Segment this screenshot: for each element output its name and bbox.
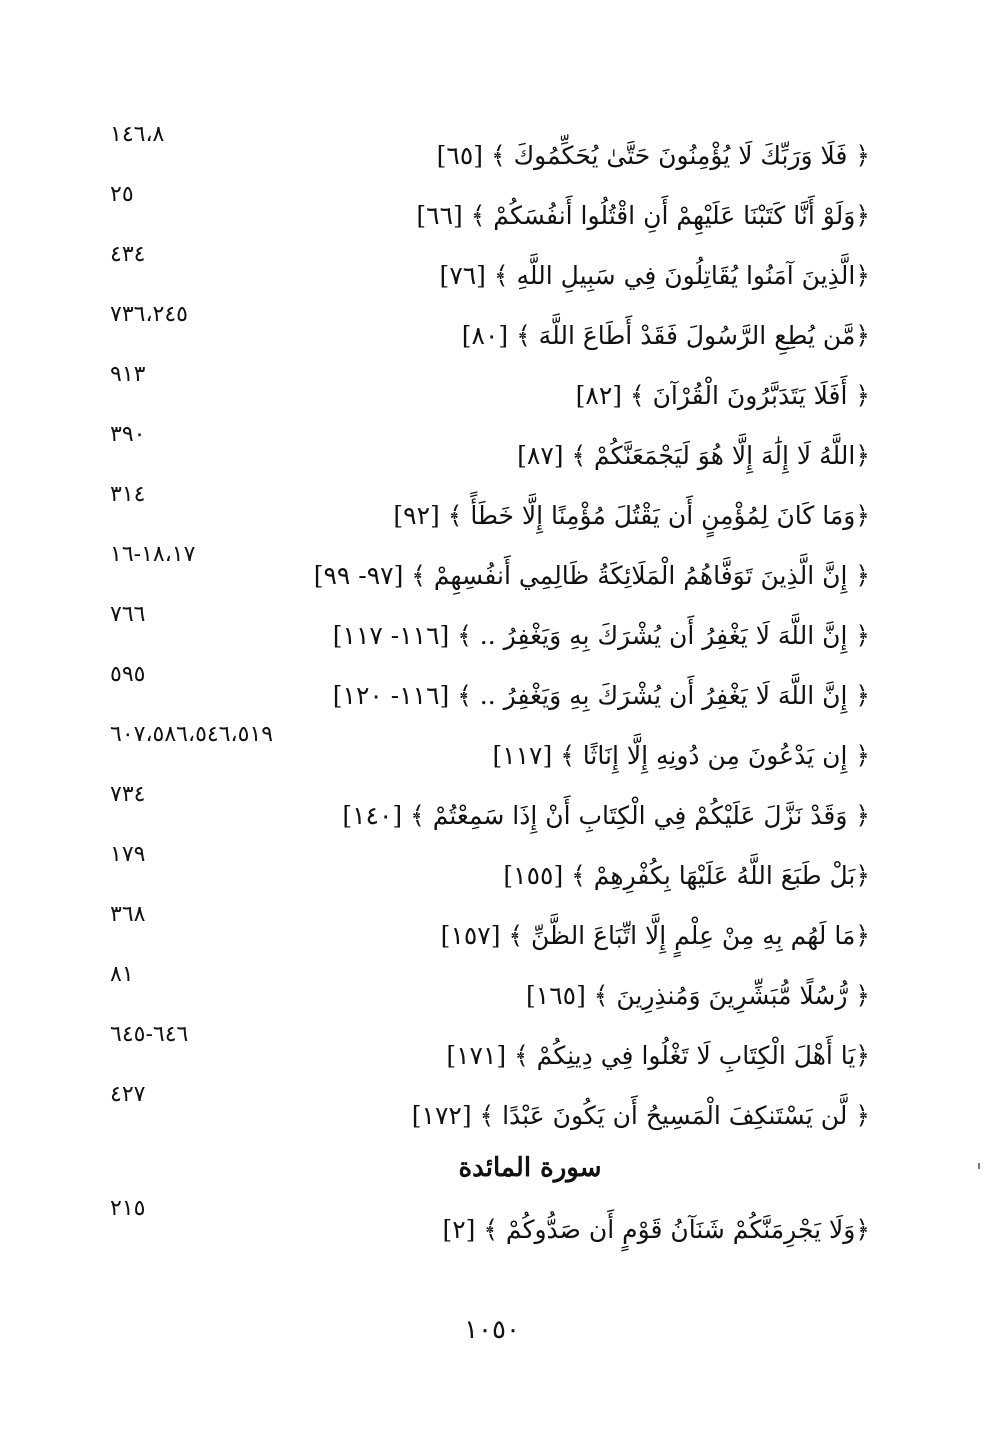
index-entry <box>100 602 870 656</box>
verse-text: ﴿مَّن يُطِعِ الرَّسُولَ فَقَدْ أَطَاعَ اللَّهَ ﴾ [٨٠] <box>461 321 870 350</box>
verse-text: ﴿ إِنَّ الَّذِينَ تَوَفَّاهُمُ الْمَلَائِكَةُ ظَالِمِي أَنفُسِهِمْ ﴾ [٩٧- ٩٩] <box>313 561 870 590</box>
page-references: ٣٦٨ <box>110 902 146 927</box>
index-entry <box>100 242 870 296</box>
page-references: ٦٤٦-٦٤٥ <box>110 1022 189 1047</box>
page-references: ٧٣٦،٢٤٥ <box>110 302 188 327</box>
page-number: ١٠٥٠ <box>464 1315 520 1345</box>
index-entry <box>100 1022 870 1076</box>
verse-text: ﴿وَلَا يَجْرِمَنَّكُمْ شَنَآنُ قَوْمٍ أَن صَدُّوكُمْ ﴾ [٢] <box>442 1215 870 1244</box>
index-entry <box>100 362 870 416</box>
page-references: ٩١٣ <box>110 362 146 387</box>
page-references: ٤٣٤ <box>110 242 146 267</box>
verse-text: ﴿ فَلَا وَرَبِّكَ لَا يُؤْمِنُونَ حَتَّىٰ يُحَكِّمُوكَ ﴾ [٦٥] <box>436 141 870 170</box>
index-entry <box>100 962 870 1016</box>
index-entry <box>100 182 870 236</box>
verse-text: ﴿ رُّسُلًا مُّبَشِّرِينَ وَمُنذِرِينَ ﴾ [١٦٥] <box>526 981 870 1010</box>
page-references: ٥٩٥ <box>110 662 146 687</box>
section-title: سورة المائدة <box>458 1153 602 1183</box>
page-references: ٣٩٠ <box>110 422 146 447</box>
index-entry <box>100 302 870 356</box>
index-entry <box>100 482 870 536</box>
index-entry <box>100 662 870 716</box>
verse-text: ﴿ إِنَّ اللَّهَ لَا يَغْفِرُ أَن يُشْرَكَ بِهِ وَيَغْفِرُ .. ﴾ [١١٦- ١٢٠] <box>332 681 870 710</box>
verse-text: ﴿يَا أَهْلَ الْكِتَابِ لَا تَغْلُوا فِي دِينِكُمْ ﴾ [١٧١] <box>446 1041 870 1070</box>
verse-text: ﴿ أَفَلَا يَتَدَبَّرُونَ الْقُرْآنَ ﴾ [٨٢] <box>575 381 870 410</box>
verse-text: ﴿ إِنَّ اللَّهَ لَا يَغْفِرُ أَن يُشْرَكَ بِهِ وَيَغْفِرُ .. ﴾ [١١٦- ١١٧] <box>332 621 870 650</box>
index-entry <box>100 842 870 896</box>
page-references: ١٤٦،٨ <box>110 122 165 147</box>
page-references: ٦٠٧،٥٨٦،٥٤٦،٥١٩ <box>110 722 274 747</box>
index-entry <box>100 122 870 176</box>
page-references: ٢٥ <box>110 182 134 207</box>
verse-text: ﴿ إِن يَدْعُونَ مِن دُونِهِ إِلَّا إِنَاثًا ﴾ [١١٧] <box>492 741 870 770</box>
index-entry <box>100 542 870 596</box>
verse-text: ﴿وَلَوْ أَنَّا كَتَبْنَا عَلَيْهِمْ أَنِ اقْتُلُوا أَنفُسَكُمْ ﴾ [٦٦] <box>416 201 870 230</box>
page-references: ٣١٤ <box>110 482 146 507</box>
page-references: ٤٢٧ <box>110 1082 146 1107</box>
index-entry <box>100 722 870 776</box>
verse-text: ﴿ لَّن يَسْتَنكِفَ الْمَسِيحُ أَن يَكُونَ عَبْدًا ﴾ [١٧٢] <box>411 1101 870 1130</box>
verse-text: ﴿ وَقَدْ نَزَّلَ عَلَيْكُمْ فِي الْكِتَابِ أَنْ إِذَا سَمِعْتُمْ ﴾ [١٤٠] <box>342 801 870 830</box>
verse-text: ﴿وَمَا كَانَ لِمُؤْمِنٍ أَن يَقْتُلَ مُؤْمِنًا إِلَّا خَطَأً ﴾ [٩٢] <box>393 501 870 530</box>
verse-text: ﴿بَلْ طَبَعَ اللَّهُ عَلَيْهَا بِكُفْرِهِمْ ﴾ [١٥٥] <box>503 861 870 890</box>
index-entry <box>100 902 870 956</box>
verse-text: ﴿الَّذِينَ آمَنُوا يُقَاتِلُونَ فِي سَبِيلِ اللَّهِ ﴾ [٧٦] <box>439 261 870 290</box>
page-references: ١٧٩ <box>110 842 146 867</box>
index-entry <box>100 1196 870 1250</box>
page-references: ٢١٥ <box>110 1196 146 1221</box>
index-entry <box>100 422 870 476</box>
index-entry <box>100 782 870 836</box>
page-references: ١٨،١٧-١٦ <box>110 542 196 567</box>
page-references: ٨١ <box>110 962 134 987</box>
verse-text: ﴿مَا لَهُم بِهِ مِنْ عِلْمٍ إِلَّا اتِّبَاعَ الظَّنِّ ﴾ [١٥٧] <box>440 921 870 950</box>
index-entry <box>100 1082 870 1136</box>
margin-mark <box>978 1163 980 1169</box>
page-references: ٧٣٤ <box>110 782 146 807</box>
page-references: ٧٦٦ <box>110 602 146 627</box>
verse-text: ﴿اللَّهُ لَا إِلَٰهَ إِلَّا هُوَ لَيَجْمَعَنَّكُمْ ﴾ [٨٧] <box>517 441 870 470</box>
